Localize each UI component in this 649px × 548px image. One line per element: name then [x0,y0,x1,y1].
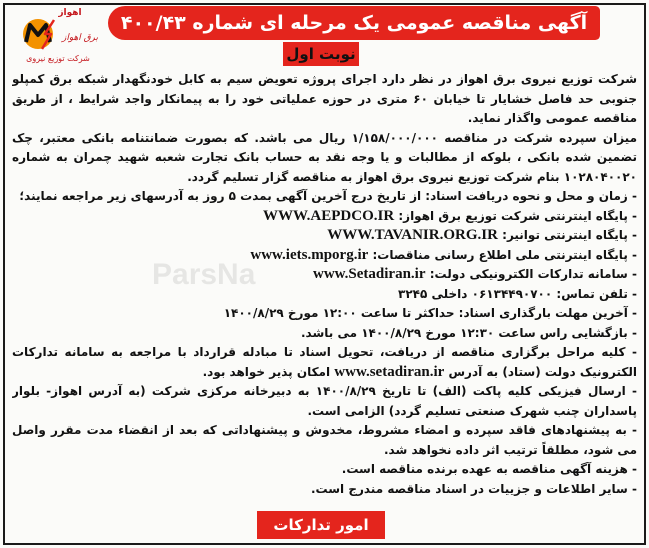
item-label: پایگاه اینترنتی توانیر: [502,228,628,242]
intro-paragraph: شرکت توزیع نیروی برق اهواز در نظر دارد اجرای پروژه تعویض سیم به کابل خودنگهدار شبکه برق کمپلو جنوبی حد فاصل خشایار تا خیابان ۶۰ متری در حوزه عملیاتی خود را به پیمانکار واجد شرایط ، از طریق مناقصه عمومی واگذار نماید. [12,72,637,125]
item-text: آخرین مهلت بارگذاری اسناد: حداکثر تا ساعت ۱۲:۰۰ مورخ ۱۴۰۰/۸/۲۹ [223,306,628,320]
logo-caption: شرکت توزیع نیروی [26,54,90,63]
logo-emblem [23,19,54,49]
watermark: ParsNa [152,258,256,291]
item-text: هزینه آگهی مناقصه به عهده برنده مناقصه است. [341,462,628,476]
list-item-setad-site [12,265,637,285]
company-logo [8,4,104,66]
list-item-documents [12,187,637,207]
list-item-iets-site [12,246,637,266]
announcement-body [12,70,637,506]
website-url: WWW.TAVANIR.ORG.IR [327,227,498,243]
website-url: WWW.AEPDCO.IR [263,207,395,224]
deposit-paragraph: میزان سپرده شرکت در مناقصه ۱/۱۵۸/۰۰۰/۰۰۰ ریال می باشد. که بصورت ضمانتنامه بانکی معتبر، چک تضمین شده بانکی ، بلوکه از مطالبات و یا وجه نقد به حساب بانک تجارت شعبه شهید چمران به شماره ۱۰۲۸۰۴۰۰۲۰ بنام شرکت توزیع نیروی برق اهواز به مناقصه گزار تسلیم گردد. [12,130,637,184]
round-badge: نوبت اول [283,42,359,66]
item-text: زمان و محل و نحوه دریافت اسناد: از تاریخ درج آخرین آگهی بمدت ۵ روز به آدرسهای زیر مراجعه نمایند؛ [19,189,628,203]
item-text: بازگشایی راس ساعت ۱۲:۳۰ مورخ ۱۴۰۰/۸/۲۹ می باشد. [300,325,628,340]
list-item-setad-process [12,343,637,382]
item-label: پایگاه اینترنتی ملی اطلاع رسانی مناقصات: [372,247,628,262]
website-url: www.setadiran.ir [334,363,445,380]
list-item-deadline [12,304,637,324]
list-item-tavanir-site [12,226,637,246]
list-item-phone [12,285,637,305]
list-item-more-info [12,480,637,500]
logo-city-text: اهواز [58,8,82,18]
list-item-aepdco-site [12,207,637,227]
item-text: تلفن تماس: ۰۶۱۳۴۴۹۰۷۰۰ داخلی ۳۲۴۵ [398,286,628,301]
item-text: ارسال فیزیکی کلیه پاکت (الف) تا تاریخ ۱۴۰۰/۸/۲۹ به دبیرخانه مرکزی شرکت (به آدرس اهواز- بلوار پاسداران چنب شهرک صنعتی تسلیم گردد) الزامی است. [12,384,637,418]
signature-badge: امور تدارکات [257,511,385,539]
website-url: www.iets.mporg.ir [250,246,369,263]
list-item-rejection-rules [12,421,637,460]
list-item-opening [12,324,637,344]
list-item-physical-delivery [12,382,637,421]
list-item-ad-cost [12,460,637,480]
item-label: سامانه تدارکات الکترونیکی دولت: [429,267,628,281]
logo-script-text: برق اهواز [61,33,99,43]
item-text: کلیه مراحل برگزاری مناقصه از دریافت، تحویل اسناد تا مبادله قرارداد با مراجعه به سامانه تدارکات الکترونیک دولت (ستاد) به آدرس [12,345,637,379]
item-text: سایر اطلاعات و جزییات در اسناد مناقصه مندرج است. [310,481,628,496]
website-url: www.Setadiran.ir [313,266,426,282]
page-title: آگهی مناقصه عمومی یک مرحله ای شماره ۴۰۰/۴۳ [108,6,600,40]
item-text: به پیشنهادهای فاقد سپرده و امضاء مشروط، مخدوش و پیشنهاداتی که بعد از انقضاء مدت مقرر واصل می شود، مطلقاً ترتیب اثر داده نخواهد شد. [12,423,637,457]
item-text: امکان پذیر خواهد بود. [202,364,331,379]
item-label: پایگاه اینترنتی شرکت توزیع برق اهواز: [398,208,628,223]
